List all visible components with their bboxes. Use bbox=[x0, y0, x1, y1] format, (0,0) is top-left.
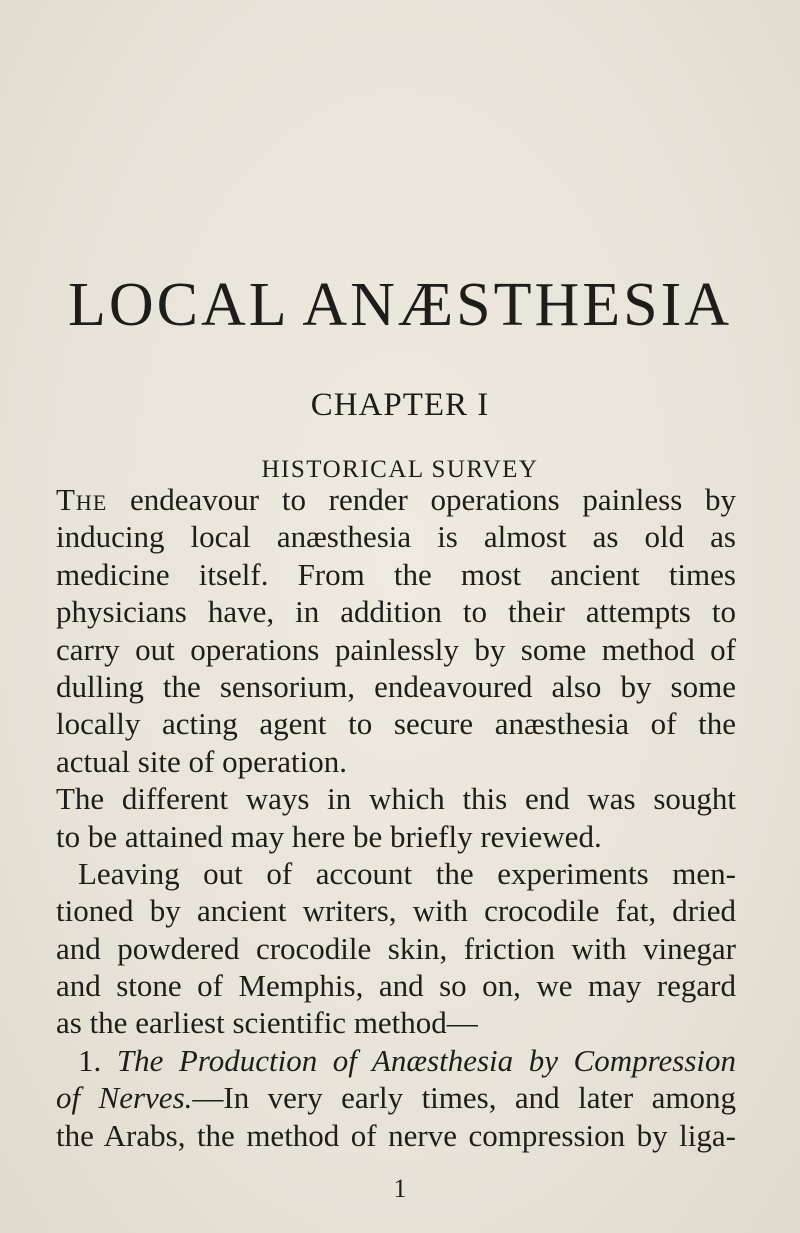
section-title-italic: The Production of Anæsthesia by Compression bbox=[116, 1042, 737, 1078]
text-line: the Arabs, the method of nerve compression by liga- bbox=[56, 1117, 736, 1153]
text-line: Leaving out of account the experiments men- bbox=[78, 855, 736, 891]
chapter-heading: CHAPTER I bbox=[310, 387, 490, 423]
section-heading: HISTORICAL SURVEY bbox=[261, 456, 539, 483]
book-title: LOCAL ANÆSTHESIA bbox=[67, 271, 732, 339]
text-line: carry out operations painlessly by some method of bbox=[56, 631, 736, 667]
text-line: dulling the sensorium, endeavoured also by some bbox=[56, 668, 736, 704]
text-line bbox=[56, 481, 736, 518]
body-text bbox=[56, 481, 736, 1154]
text-fragment: endeavour to render operations painless by bbox=[130, 482, 737, 517]
list-number: 1. bbox=[78, 1042, 102, 1078]
text-line: locally acting agent to secure anæsthesia of the bbox=[56, 706, 736, 742]
drop-word: The bbox=[56, 482, 108, 517]
text-line: physicians have, in addition to their attempts to bbox=[56, 594, 736, 630]
text-line bbox=[56, 1079, 736, 1116]
text-line: and powdered crocodile skin, friction with vinegar bbox=[56, 930, 736, 966]
text-fragment: —In very early times, and later among bbox=[192, 1080, 736, 1116]
text-line: inducing local anæsthesia is almost as old as bbox=[56, 519, 736, 555]
text-line: tioned by ancient writers, with crocodile fat, dried bbox=[56, 893, 736, 929]
text-line: The different ways in which this end was sought bbox=[56, 781, 736, 817]
page-number: 1 bbox=[393, 1174, 407, 1203]
text-line: as the earliest scientific method— bbox=[56, 1005, 478, 1041]
text-line bbox=[56, 1042, 736, 1079]
text-line: actual site of operation. bbox=[56, 743, 347, 779]
section-title-italic: of Nerves. bbox=[56, 1080, 193, 1116]
text-line: to be attained may here be briefly reviewed. bbox=[56, 818, 602, 854]
text-line: and stone of Memphis, and so on, we may regard bbox=[56, 968, 736, 1004]
text-line: medicine itself. From the most ancient times bbox=[56, 556, 736, 592]
